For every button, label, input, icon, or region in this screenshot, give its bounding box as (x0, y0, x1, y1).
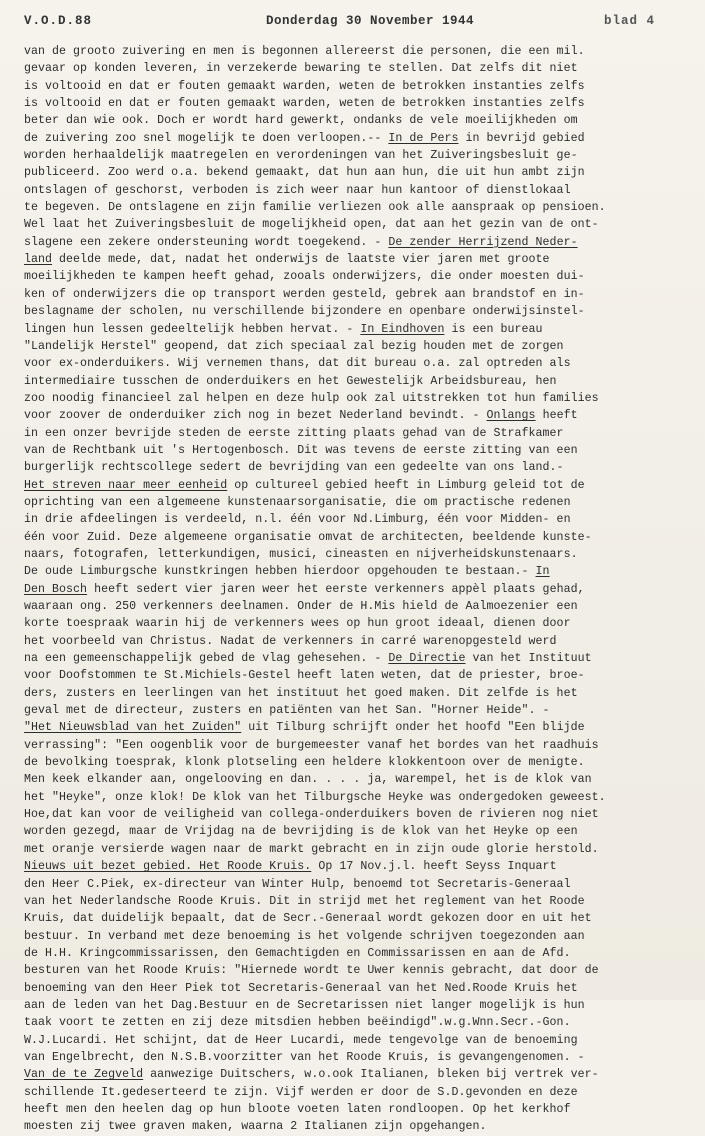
underlined-heading: Onlangs (486, 409, 536, 423)
text-line (24, 373, 690, 390)
text-segment: op cultureel gebied heeft in Limburg geleid tot de (227, 478, 585, 492)
underlined-heading: land (24, 253, 53, 267)
text-segment: verrassing": "Een oogenblik voor de burgemeester vanaf het bordes van het raadhuis (24, 738, 599, 752)
text-segment: oprichting van een algemeene kunstenaarsorganisatie, die om practische redenen (24, 495, 571, 509)
text-segment: van Engelbrecht, den N.S.B.voorzitter van het Roode Kruis, is gevangengenomen. - (24, 1050, 585, 1064)
text-line (24, 1049, 690, 1066)
text-segment: te begeven. De ontslagene en zijn familie verliezen ook alle aanspraak op pensioen. (24, 201, 606, 215)
text-segment: worden gezegd, maar de Vrijdag na de bevrijding is de klok van het Heyke op een (24, 825, 578, 839)
text-line (24, 321, 690, 338)
text-segment: korte toespraak waarin hij de verkenners wees op hun groot ideaal, dienen door (24, 617, 571, 631)
text-line (24, 615, 690, 632)
text-segment: aan de leden van het Dag.Bestuur en de Secretarissen niet langer mogelijk is hun (24, 998, 585, 1012)
underlined-heading: Het streven naar meer eenheid (24, 478, 228, 492)
text-line (24, 928, 690, 945)
text-segment: De oude Limburgsche kunstkringen hebben hierdoor opgehouden te bestaan.- (24, 565, 536, 579)
text-segment: in een onzer bevrijde steden de eerste zitting plaats gehad van de Strafkamer (24, 426, 564, 440)
text-segment: één voor Zuid. Deze algemeene organisatie omvat de architecten, beeldende kunste- (24, 530, 592, 544)
text-segment: aanwezige Duitschers, w.o.ook Italianen, bleken bij vertrek ver- (143, 1068, 599, 1082)
text-segment: naars, fotografen, letterkundigen, musici, cineasten en nijverheidskunstenaars. (24, 547, 578, 561)
text-line (24, 95, 690, 112)
text-segment: schillende It.gedeserteerd te zijn. Vijf werden er door de S.D.gevonden en deze (24, 1085, 578, 1099)
text-segment: burgerlijk rechtscollege sedert de bevrijding van een gedeelte van ons land.- (24, 461, 564, 475)
text-segment: moesten zij twee graven maken, waarna 2 Italianen zijn opgehangen. (24, 1120, 487, 1134)
text-line (24, 147, 690, 164)
page-number: blad 4 (603, 14, 655, 28)
text-segment: beslagname der scholen, nu verschillende bijzondere en openbare onderwijsinstel- (24, 305, 585, 319)
text-segment: lingen hun lessen gedeeltelijk hebben hervat. - (24, 322, 361, 336)
text-line (24, 789, 690, 806)
text-segment: ken of onderwijzers die op transport werden gesteld, gebrek aan brandstof en in- (24, 287, 585, 301)
text-segment: Op 17 Nov.j.l. heeft Seyss Inquart (311, 860, 557, 874)
text-line (24, 581, 690, 598)
text-segment: in bevrijd gebied (458, 131, 585, 145)
text-segment: Wel laat het Zuiveringsbesluit de mogelijkheid open, dat aan het gezin van de ont- (24, 218, 599, 232)
text-line (24, 771, 690, 788)
text-segment: van de grooto zuivering en men is begonnen allereerst die personen, die een mil. (24, 45, 585, 58)
text-segment: beter dan wie ook. Doch er wordt hard gewerkt, ondanks de vele moeilijkheden om (24, 114, 578, 128)
text-segment: zoo noodig financieel zal helpen en deze hulp ook zal uitstrekken tot hun families (24, 391, 599, 405)
text-line (24, 910, 690, 927)
text-segment: het voorbeeld van Christus. Nadat de verkenners in carré warenopgesteld werd (24, 634, 557, 648)
document-code: V.O.D.88 (24, 14, 93, 28)
text-line (24, 234, 690, 251)
text-line (24, 303, 690, 320)
text-line (24, 1118, 690, 1135)
underlined-heading: In (535, 565, 550, 579)
text-segment: Hoe,dat kan voor de veiligheid van collega-onderduikers boven de rivieren nog niet (24, 808, 599, 822)
text-line (24, 1066, 690, 1083)
underlined-heading: In Eindhoven (360, 322, 445, 336)
text-line (24, 858, 690, 875)
text-segment: de bevolking toesprak, klonk plotseling een heldere klokkentoon over de menigte. (24, 756, 585, 770)
text-segment: geval met de directeur, zusters en patiënten van het San. "Horner Heide". - (24, 704, 550, 718)
page-header (24, 14, 675, 34)
text-line (24, 754, 690, 771)
text-line (24, 407, 690, 424)
text-line (24, 529, 690, 546)
text-segment: Men keek elkander aan, ongelooving en dan. . . . ja, warempel, het is de klok van (24, 773, 592, 787)
text-segment: van het Nederlandsche Roode Kruis. Dit in strijd met het reglement van het Roode (24, 894, 585, 908)
text-segment: voor Doofstommen te St.Michiels-Gestel heeft laten weten, dat de priester, broe- (24, 669, 585, 683)
text-line (24, 164, 690, 181)
text-segment: met oranje versierde wagen naar de markt gebracht en in zijn oude glorie herstold. (24, 842, 599, 856)
text-segment: gevaar op konden leveren, in verzekerde bewaring te stellen. Dat zelfs dit niet (24, 62, 578, 76)
text-line (24, 1101, 690, 1118)
text-line (24, 667, 690, 684)
text-line (24, 199, 690, 216)
text-line (24, 685, 690, 702)
text-segment: van de Rechtbank uit 's Hertogenbosch. Dit was tevens de eerste zitting van een (24, 443, 578, 457)
underlined-heading: In de Pers (388, 131, 459, 145)
text-line (24, 442, 690, 459)
text-line (24, 130, 690, 147)
text-segment: taak voort te zetten en zij deze mitsdien hebben beëindigd".w.g.Wnn.Secr.-Gon. (24, 1016, 571, 1030)
document-date: Donderdag 30 November 1944 (266, 14, 475, 28)
text-line (24, 719, 690, 736)
text-segment: "Landelijk Herstel" geopend, dat zich speciaal zal bezig houden met de zorgen (24, 339, 564, 353)
text-line (24, 962, 690, 979)
text-line (24, 650, 690, 667)
text-line (24, 702, 690, 719)
text-segment: het "Heyke", onze klok! De klok van het Tilburgsche Heyke was ondergedoken geweest. (24, 790, 606, 804)
text-segment: ders, zusters en leerlingen van het instituut het goed maken. Dit zelfde is het (24, 686, 578, 700)
text-segment: is een bureau (444, 322, 543, 336)
text-line (24, 251, 690, 268)
text-line (24, 546, 690, 563)
text-segment: na een gemeenschappelijk gebed de vlag gehesehen. - (24, 652, 389, 666)
text-segment: worden herhaaldelijk maatregelen en verordeningen van het Zuiveringsbesluit ge- (24, 149, 578, 163)
text-line (24, 216, 690, 233)
text-segment: uit Tilburg schrijft onder het hoofd "Een blijde (241, 721, 585, 735)
text-line (24, 338, 690, 355)
underlined-heading: Den Bosch (24, 582, 88, 596)
text-line (24, 806, 690, 823)
text-segment: heeft men den heelen dag op hun bloote voeten laten rondloopen. Op het kerkhof (24, 1102, 571, 1116)
text-segment: intermediaire tusschen de onderduikers en het Gewestelijk Arbeidsbureau, hen (24, 374, 557, 388)
text-segment: publiceerd. Zoo werd o.a. bekend gemaakt, dat hun aan hun, die uit hun ambt zijn (24, 166, 585, 180)
text-line (24, 876, 690, 893)
text-line (24, 598, 690, 615)
text-segment: voor zoover de onderduiker zich nog in bezet Nederland bevindt. - (24, 409, 487, 423)
underlined-heading: Van de te Zegveld (24, 1068, 144, 1082)
underlined-heading: De zender Herrijzend Neder- (388, 235, 578, 249)
text-line (24, 980, 690, 997)
text-segment: slagene een zekere ondersteuning wordt toegekend. - (24, 235, 389, 249)
underlined-heading: "Het Nieuwsblad van het Zuiden" (24, 721, 242, 735)
text-line (24, 390, 690, 407)
text-line (24, 494, 690, 511)
text-line (24, 43, 690, 60)
text-line (24, 268, 690, 285)
underlined-heading: De Directie (388, 652, 466, 666)
text-segment: heeft sedert vier jaren weer het eerste verkenners appèl plaats gehad, (87, 582, 585, 596)
text-line (24, 477, 690, 494)
text-line (24, 1032, 690, 1049)
text-segment: deelde mede, dat, nadat het onderwijs de laatste vier jaren met groote (52, 253, 550, 267)
text-segment: de zuivering zoo snel mogelijk te doen verloopen.-- (24, 131, 389, 145)
text-line (24, 841, 690, 858)
text-line (24, 1014, 690, 1031)
text-segment: benoeming van den Heer Piek tot Secretaris-Generaal van het Ned.Roode Kruis het (24, 981, 578, 995)
text-line (24, 182, 690, 199)
text-line (24, 737, 690, 754)
text-line (24, 945, 690, 962)
text-line (24, 459, 690, 476)
text-segment: is voltooid en dat er fouten gemaakt warden, weten de betrokken instanties zelfs (24, 97, 585, 111)
text-segment: heeft (535, 409, 578, 423)
text-line (24, 355, 690, 372)
text-segment: besturen van het Roode Kruis: "Hiernede wordt te Uwer kennis gebracht, dat door de (24, 964, 599, 978)
text-segment: moeilijkheden te kampen heeft gehad, zooals onderwijzers, die onder moesten dui- (24, 270, 585, 284)
text-line (24, 511, 690, 528)
text-segment: is voltooid en dat er fouten gemaakt warden, weten de betrokken instanties zelfs (24, 79, 585, 93)
text-segment: den Heer C.Piek, ex-directeur van Winter Hulp, benoemd tot Secretaris-Generaal (24, 877, 571, 891)
text-segment: Kruis, dat duidelijk bepaalt, dat de Secr.-Generaal wordt gekozen door en uit het (24, 912, 592, 926)
text-segment: in drie afdeelingen is verdeeld, n.l. één voor Nd.Limburg, één voor Midden- en (24, 513, 571, 527)
text-line (24, 563, 690, 580)
text-line (24, 633, 690, 650)
text-segment: bestuur. In verband met deze benoeming is het volgende schrijven toegezonden aan (24, 929, 585, 943)
text-segment: van het Instituut (465, 652, 592, 666)
text-line (24, 425, 690, 442)
text-segment: voor ex-onderduikers. Wij vernemen thans, dat dit bureau o.a. zal optreden als (24, 357, 571, 371)
text-segment: waaraan ong. 250 verkenners deelnamen. Onder de H.Mis hield de Aalmoezenier een (24, 600, 578, 613)
text-segment: de H.H. Kringcommissarissen, den Gemachtigden en Commissarissen en aan de Afd. (24, 946, 571, 960)
underlined-heading: Nieuws uit bezet gebied. Het Roode Kruis. (24, 860, 312, 874)
text-line (24, 112, 690, 129)
text-segment: W.J.Lucardi. Het schijnt, dat de Heer Lucardi, mede tengevolge van de benoeming (24, 1033, 578, 1047)
text-line (24, 823, 690, 840)
text-line (24, 78, 690, 95)
text-line (24, 286, 690, 303)
body-text (24, 43, 690, 1136)
text-line (24, 893, 690, 910)
text-line (24, 1084, 690, 1101)
text-segment: ontslagen of geschorst, verboden is zich weer naar hun kantoor of dienstlokaal (24, 183, 571, 197)
text-line (24, 60, 690, 77)
